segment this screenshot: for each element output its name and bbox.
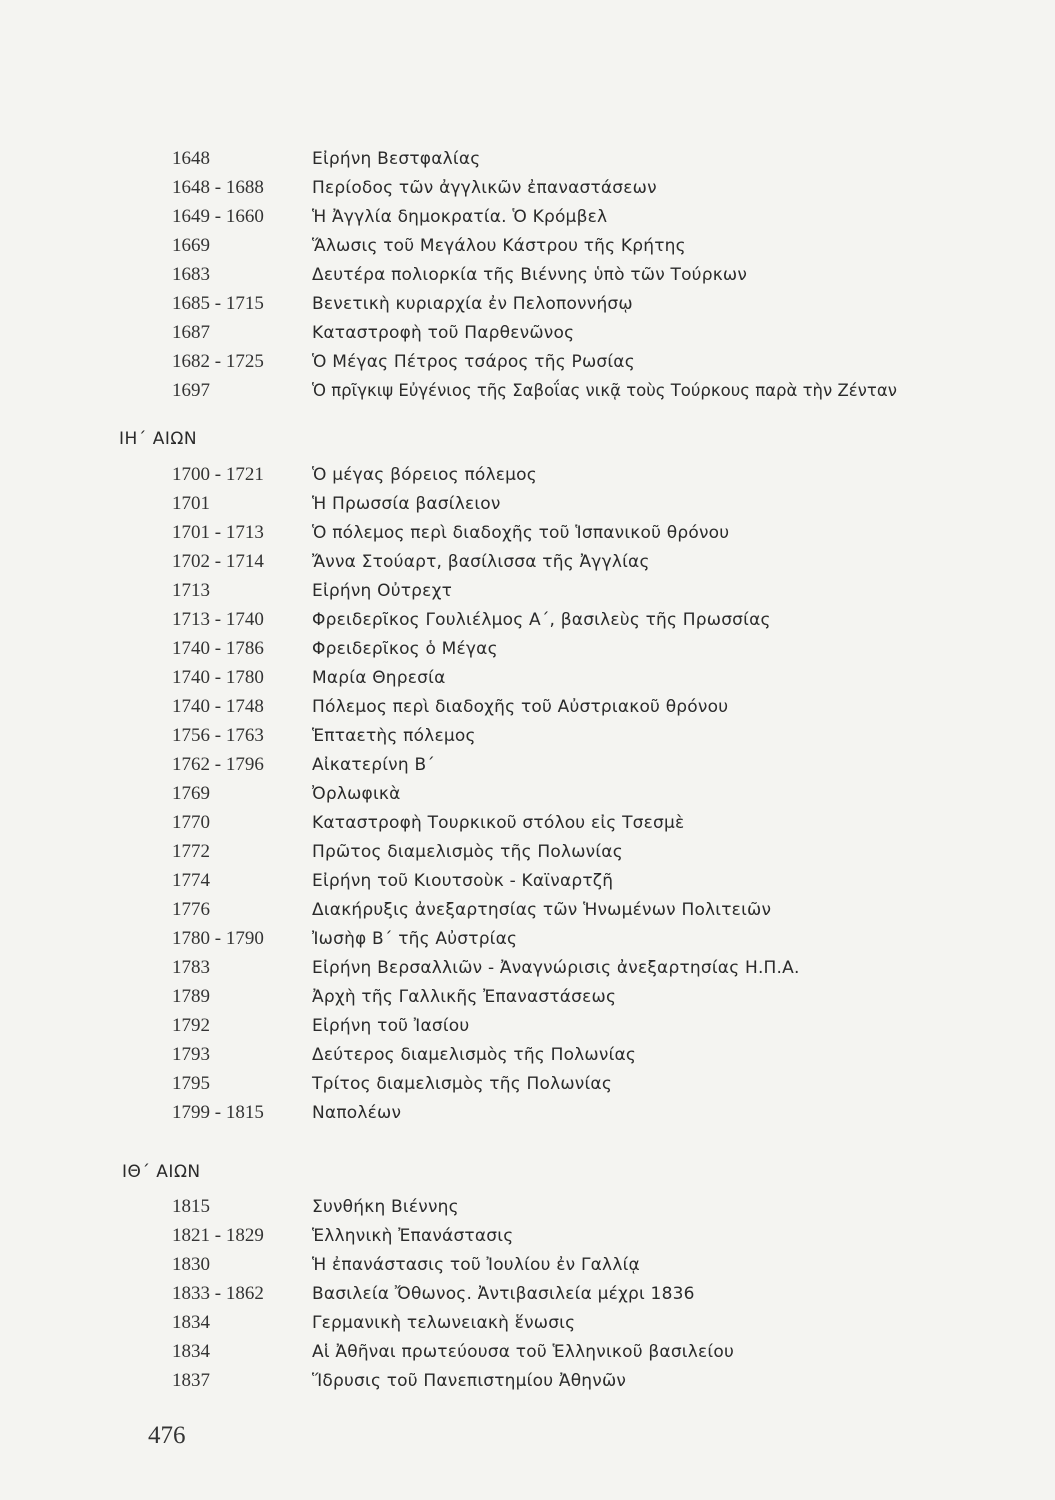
row-years: 1713 bbox=[172, 580, 210, 601]
row-event: Τρίτος διαμελισμὸς τῆς Πολωνίας bbox=[312, 1074, 612, 1094]
row-event: Ἡ ἐπανάστασις τοῦ Ἰουλίου ἐν Γαλλίᾳ bbox=[312, 1255, 640, 1275]
row-years: 1834 bbox=[172, 1312, 210, 1333]
row-years: 1815 bbox=[172, 1196, 210, 1217]
row-event: Συνθήκη Βιέννης bbox=[312, 1197, 459, 1217]
row-years: 1740 - 1780 bbox=[172, 667, 264, 688]
row-event: Ὁ Μέγας Πέτρος τσάρος τῆς Ρωσίας bbox=[312, 352, 635, 372]
row-event: Φρειδερῖκος Γουλιέλμος Α΄, βασιλεὺς τῆς Πρωσσίας bbox=[312, 610, 771, 630]
row-years: 1837 bbox=[172, 1370, 210, 1391]
section-header: ΙΘ΄ ΑΙΩΝ bbox=[122, 1162, 201, 1182]
row-years: 1682 - 1725 bbox=[172, 351, 264, 372]
row-years: 1774 bbox=[172, 870, 210, 891]
row-event: Ἡ Ἀγγλία δημοκρατία. Ὁ Κρόμβελ bbox=[312, 207, 608, 227]
row-event: Ὀρλωφικὰ bbox=[312, 784, 401, 804]
row-years: 1833 - 1862 bbox=[172, 1283, 264, 1304]
row-event: Ἄννα Στούαρτ, βασίλισσα τῆς Ἀγγλίας bbox=[312, 552, 650, 572]
row-event: Βασιλεία Ὄθωνος. Ἀντιβασιλεία μέχρι 1836 bbox=[312, 1284, 695, 1304]
row-event: Βενετικὴ κυριαρχία ἐν Πελοποννήσῳ bbox=[312, 294, 633, 314]
row-event: Ἑλληνικὴ Ἐπανάστασις bbox=[312, 1226, 514, 1246]
row-years: 1770 bbox=[172, 812, 210, 833]
row-event: Ἑπταετὴς πόλεμος bbox=[312, 726, 476, 746]
section-header: ΙΗ΄ ΑΙΩΝ bbox=[119, 429, 198, 449]
row-event: Διακήρυξις ἀνεξαρτησίας τῶν Ἡνωμένων Πολιτειῶν bbox=[312, 900, 772, 920]
page-number: 476 bbox=[148, 1422, 186, 1449]
row-years: 1648 - 1688 bbox=[172, 177, 264, 198]
row-years: 1830 bbox=[172, 1254, 210, 1275]
row-event: Πρῶτος διαμελισμὸς τῆς Πολωνίας bbox=[312, 842, 623, 862]
row-event: Καταστροφὴ τοῦ Παρθενῶνος bbox=[312, 323, 575, 343]
row-event: Ἡ Πρωσσία βασίλειον bbox=[312, 494, 501, 514]
row-years: 1769 bbox=[172, 783, 210, 804]
row-event: Περίοδος τῶν ἀγγλικῶν ἐπαναστάσεων bbox=[312, 178, 657, 198]
row-years: 1792 bbox=[172, 1015, 210, 1036]
row-event: Εἰρήνη τοῦ Κιουτσοὺκ - Καϊναρτζῆ bbox=[312, 871, 614, 891]
row-event: Γερμανικὴ τελωνειακὴ ἕνωσις bbox=[312, 1313, 576, 1333]
row-event: Εἰρήνη τοῦ Ἰασίου bbox=[312, 1016, 470, 1036]
row-event: Καταστροφὴ Τουρκικοῦ στόλου εἰς Τσεσμὲ bbox=[312, 813, 685, 833]
row-years: 1701 - 1713 bbox=[172, 522, 264, 543]
row-years: 1772 bbox=[172, 841, 210, 862]
row-years: 1756 - 1763 bbox=[172, 725, 264, 746]
row-years: 1697 bbox=[172, 380, 210, 401]
row-event: Αἱ Ἀθῆναι πρωτεύουσα τοῦ Ἑλληνικοῦ βασιλείου bbox=[312, 1342, 734, 1362]
row-years: 1799 - 1815 bbox=[172, 1102, 264, 1123]
row-years: 1702 - 1714 bbox=[172, 551, 264, 572]
row-years: 1683 bbox=[172, 264, 210, 285]
row-event: Ἅλωσις τοῦ Μεγάλου Κάστρου τῆς Κρήτης bbox=[312, 236, 686, 256]
row-event: Μαρία Θηρεσία bbox=[312, 668, 446, 688]
row-years: 1740 - 1748 bbox=[172, 696, 264, 717]
row-event: Πόλεμος περὶ διαδοχῆς τοῦ Αὐστριακοῦ θρόνου bbox=[312, 697, 729, 717]
row-years: 1776 bbox=[172, 899, 210, 920]
row-years: 1821 - 1829 bbox=[172, 1225, 264, 1246]
row-years: 1649 - 1660 bbox=[172, 206, 264, 227]
row-years: 1685 - 1715 bbox=[172, 293, 264, 314]
row-event: Δευτέρα πολιορκία τῆς Βιέννης ὑπὸ τῶν Τούρκων bbox=[312, 265, 748, 285]
row-years: 1762 - 1796 bbox=[172, 754, 264, 775]
row-years: 1700 - 1721 bbox=[172, 464, 264, 485]
row-event: Ὁ πρῖγκιψ Εὐγένιος τῆς Σαβοΐας νικᾷ τοὺς Τούρκους παρὰ τὴν Ζένταν bbox=[312, 381, 897, 400]
row-event: Ἵδρυσις τοῦ Πανεπιστημίου Ἀθηνῶν bbox=[312, 1371, 627, 1391]
row-years: 1687 bbox=[172, 322, 210, 343]
row-years: 1669 bbox=[172, 235, 210, 256]
row-years: 1793 bbox=[172, 1044, 210, 1065]
row-event: Εἰρήνη Βερσαλλιῶν - Ἀναγνώρισις ἀνεξαρτησίας Η.Π.Α. bbox=[312, 958, 800, 978]
row-event: Ἀρχὴ τῆς Γαλλικῆς Ἐπαναστάσεως bbox=[312, 987, 617, 1007]
row-event: Φρειδερῖκος ὁ Μέγας bbox=[312, 639, 498, 659]
row-years: 1713 - 1740 bbox=[172, 609, 264, 630]
row-years: 1795 bbox=[172, 1073, 210, 1094]
row-years: 1648 bbox=[172, 148, 210, 169]
row-event: Ναπολέων bbox=[312, 1103, 402, 1123]
row-event: Εἰρήνη Οὐτρεχτ bbox=[312, 581, 453, 601]
row-years: 1780 - 1790 bbox=[172, 928, 264, 949]
row-years: 1740 - 1786 bbox=[172, 638, 264, 659]
row-event: Εἰρήνη Βεστφαλίας bbox=[312, 149, 481, 169]
row-years: 1783 bbox=[172, 957, 210, 978]
row-event: Αἰκατερίνη Β΄ bbox=[312, 755, 436, 775]
row-event: Δεύτερος διαμελισμὸς τῆς Πολωνίας bbox=[312, 1045, 637, 1065]
row-years: 1789 bbox=[172, 986, 210, 1007]
row-event: Ὁ πόλεμος περὶ διαδοχῆς τοῦ Ἱσπανικοῦ θρόνου bbox=[312, 523, 730, 543]
row-years: 1701 bbox=[172, 493, 210, 514]
row-event: Ὁ μέγας βόρειος πόλεμος bbox=[312, 465, 537, 485]
row-years: 1834 bbox=[172, 1341, 210, 1362]
row-event: Ἰωσὴφ Β΄ τῆς Αὐστρίας bbox=[312, 929, 518, 949]
